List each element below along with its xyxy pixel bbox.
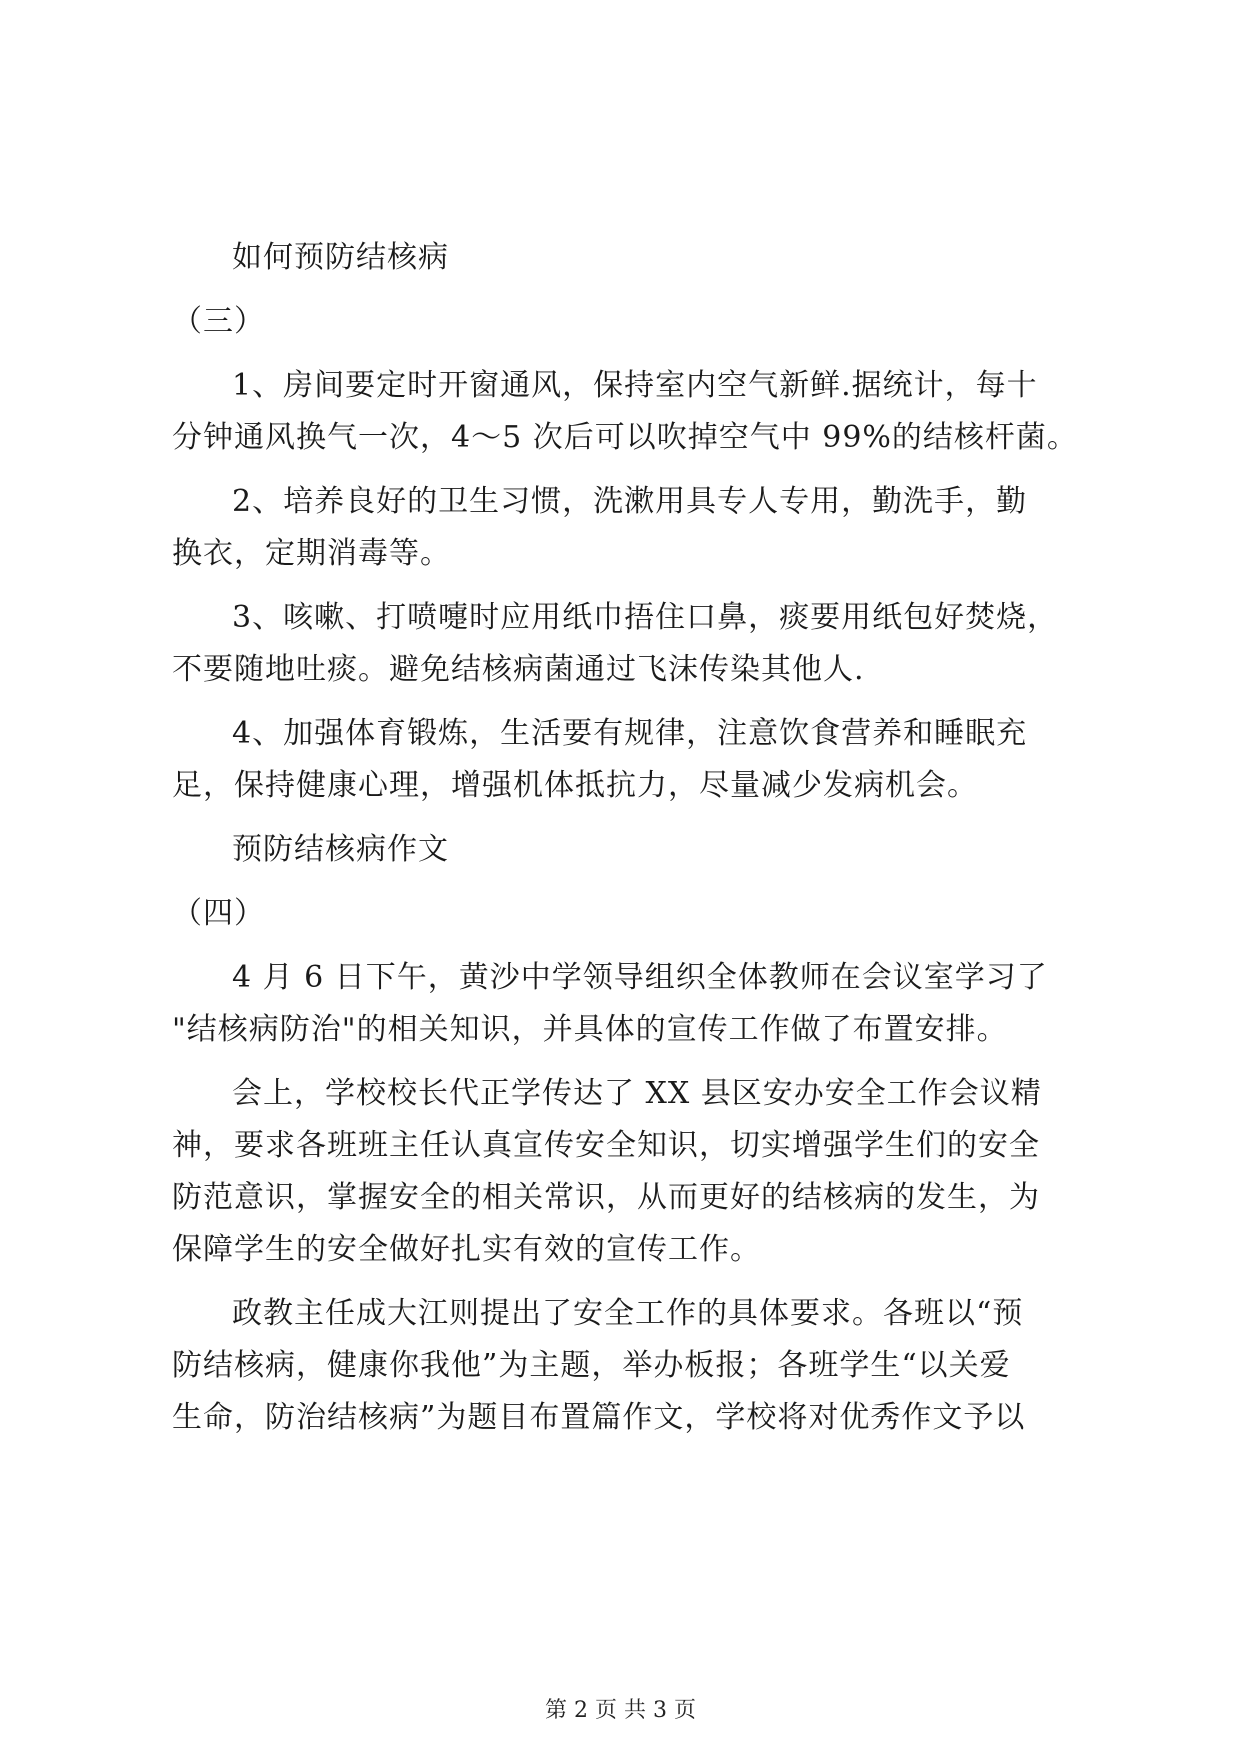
text-line: 保障学生的安全做好扎实有效的宣传工作。 bbox=[172, 1232, 761, 1267]
text-line: 足，保持健康心理，增强机体抵抗力，尽量减少发病机会。 bbox=[172, 768, 978, 803]
text-line: 生命，防治结核病”为题目布置篇作文，学校将对优秀作文予以 bbox=[172, 1400, 1026, 1435]
text-line: 预防结核病作文 bbox=[232, 832, 449, 867]
text-line: （四） bbox=[172, 896, 265, 931]
paragraph-gap bbox=[172, 1276, 1087, 1288]
text-line: （三） bbox=[172, 304, 265, 339]
paragraph-gap bbox=[172, 580, 1087, 592]
paragraph-gap bbox=[172, 812, 1087, 824]
paragraph-gap bbox=[172, 940, 1087, 952]
text-line: 1、房间要定时开窗通风，保持室内空气新鲜.据统计，每十 bbox=[232, 368, 1038, 403]
text-line: 神，要求各班班主任认真宣传安全知识，切实增强学生们的安全 bbox=[172, 1128, 1040, 1163]
paragraph-gap bbox=[172, 348, 1087, 360]
text-line: 3、咳嗽、打喷嚏时应用纸巾捂住口鼻，痰要用纸包好焚烧， bbox=[232, 600, 1059, 635]
text-line: 防结核病，健康你我他”为主题，举办板报；各班学生“以关爱 bbox=[172, 1348, 1011, 1383]
text-line: 不要随地吐痰。避免结核病菌通过飞沫传染其他人. bbox=[172, 652, 865, 687]
text-line: 会上，学校校长代正学传达了 XX 县区安办安全工作会议精 bbox=[232, 1076, 1042, 1111]
document-body bbox=[172, 232, 1087, 1444]
paragraph-gap bbox=[172, 1056, 1087, 1068]
page-footer: 第 2 页 共 3 页 bbox=[545, 1698, 696, 1723]
text-line: 如何预防结核病 bbox=[232, 240, 449, 275]
text-line: 4、加强体育锻炼，生活要有规律，注意饮食营养和睡眠充 bbox=[232, 716, 1028, 751]
paragraph-gap bbox=[172, 876, 1087, 888]
text-line: 4 月 6 日下午，黄沙中学领导组织全体教师在会议室学习了 bbox=[232, 960, 1048, 995]
text-line: 防范意识，掌握安全的相关常识，从而更好的结核病的发生，为 bbox=[172, 1180, 1040, 1215]
text-line: 分钟通风换气一次，4～5 次后可以吹掉空气中 99%的结核杆菌。 bbox=[172, 420, 1078, 455]
paragraph-gap bbox=[172, 284, 1087, 296]
text-line: "结核病防治"的相关知识，并具体的宣传工作做了布置安排。 bbox=[172, 1012, 1008, 1047]
text-line: 政教主任成大江则提出了安全工作的具体要求。各班以“预 bbox=[232, 1296, 1024, 1331]
paragraph-gap bbox=[172, 696, 1087, 708]
paragraph-gap bbox=[172, 464, 1087, 476]
text-line: 换衣，定期消毒等。 bbox=[172, 536, 451, 571]
text-line: 2、培养良好的卫生习惯，洗漱用具专人专用，勤洗手，勤 bbox=[232, 484, 1028, 519]
